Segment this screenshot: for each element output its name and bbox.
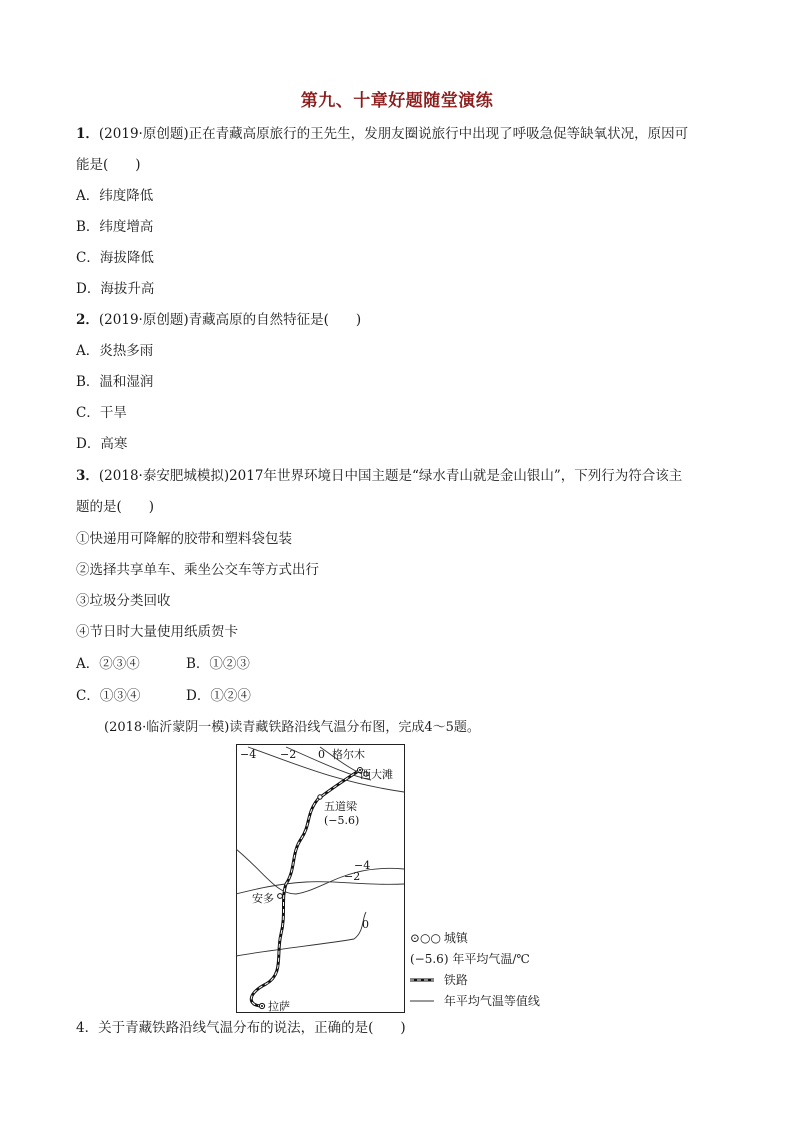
label-anduo: 安多 — [252, 892, 274, 905]
question-text: 关于青藏铁路沿线气温分布的说法，正确的是( ) — [98, 1020, 406, 1036]
legend-temp — [410, 951, 530, 967]
isotherm-symbol-icon — [410, 997, 434, 1005]
option-b: B．纬度增高 — [76, 219, 154, 235]
option-c: C．海拔降低 — [76, 250, 154, 266]
option-d: D．①②④ — [186, 688, 251, 704]
option-c: C．干旱 — [76, 405, 127, 421]
iso-label-bottom-0: 0 — [362, 918, 369, 931]
question-number: 2． — [76, 312, 99, 328]
map-border — [237, 745, 405, 1013]
question-text-cont: 能是( ) — [76, 157, 141, 173]
legend-isotherm-label: 年平均气温等值线 — [443, 994, 540, 1008]
town-wudaoliang — [318, 795, 322, 799]
legend-temp-symbol: (−5.6) — [410, 952, 449, 966]
iso-label-top-neg2: −2 — [280, 748, 297, 761]
option-row-2 — [76, 686, 376, 706]
option-d: D．高寒 — [76, 436, 128, 452]
option-a: A．②③④ — [76, 656, 140, 672]
question-4 — [76, 1018, 406, 1038]
legend-temp-label: 年平均气温/℃ — [452, 952, 530, 966]
legend-railway — [410, 972, 468, 988]
legend-railway-symbol — [410, 972, 440, 988]
isotherm-bottom-0 — [236, 912, 366, 956]
question-2 — [76, 310, 361, 330]
legend-isotherm-symbol — [410, 993, 440, 1009]
statement-4: ④节日时大量使用纸质贺卡 — [76, 624, 238, 640]
town-lhasa-dot — [261, 1005, 263, 1007]
legend-isotherm — [410, 993, 540, 1009]
qinghai-tibet-railway-map — [236, 744, 406, 1018]
question-text: (2018·泰安肥城模拟)2017年世界环境日中国主题是“绿水青山就是金山银山”，下列行为符合该主 — [98, 468, 683, 484]
railway-symbol-icon — [410, 976, 434, 984]
label-golmud: 格尔木 — [332, 748, 365, 761]
question-number: 3． — [76, 468, 99, 484]
question-number: 1． — [76, 126, 99, 142]
statement-3: ③垃圾分类回收 — [76, 593, 171, 609]
question-text: (2019·原创题)青藏高原的自然特征是( ) — [98, 312, 362, 328]
label-xidatan: 西大滩 — [360, 768, 393, 781]
statement-2: ②选择共享单车、乘坐公交车等方式出行 — [76, 562, 319, 578]
legend-town-symbol: ⊙○○ — [410, 931, 441, 945]
isotherm-mid-neg4 — [236, 849, 404, 894]
page-title: 第九、十章好题随堂演练 — [300, 91, 494, 111]
legend-railway-label: 铁路 — [443, 973, 468, 987]
iso-label-top-neg4: −4 — [240, 748, 257, 761]
statement-1: ①快递用可降解的胶带和塑料袋包装 — [76, 531, 292, 547]
iso-label-top-0: 0 — [318, 748, 325, 761]
town-anduo — [278, 894, 283, 899]
option-b: B．温和湿润 — [76, 374, 154, 390]
question-number: 4． — [76, 1020, 99, 1036]
question-1 — [76, 124, 688, 144]
question-3 — [76, 466, 682, 486]
option-c: C．①③④ — [76, 688, 141, 704]
question-text-cont: 题的是( ) — [76, 499, 155, 515]
option-d: D．海拔升高 — [76, 281, 155, 297]
iso-label-mid-neg4: −4 — [354, 859, 371, 872]
iso-label-mid-neg2: −2 — [344, 870, 361, 883]
map-intro: (2018·临沂蒙阴一模)读青藏铁路沿线气温分布图，完成4～5题。 — [104, 720, 480, 735]
option-row-1 — [76, 654, 376, 674]
label-wudaoliang-temp: (−5.6) — [324, 814, 360, 827]
label-lhasa: 拉萨 — [268, 1000, 290, 1013]
legend-town-label: 城镇 — [443, 931, 468, 945]
label-wudaoliang: 五道梁 — [324, 800, 357, 813]
map-svg — [236, 744, 406, 1014]
option-b: B．①②③ — [186, 656, 250, 672]
option-a: A．纬度降低 — [76, 188, 154, 204]
legend-town — [410, 930, 468, 946]
question-text: (2019·原创题)正在青藏高原旅行的王先生，发朋友圈说旅行中出现了呼吸急促等缺氧状况，原因可 — [98, 126, 689, 142]
option-a: A．炎热多雨 — [76, 343, 154, 359]
